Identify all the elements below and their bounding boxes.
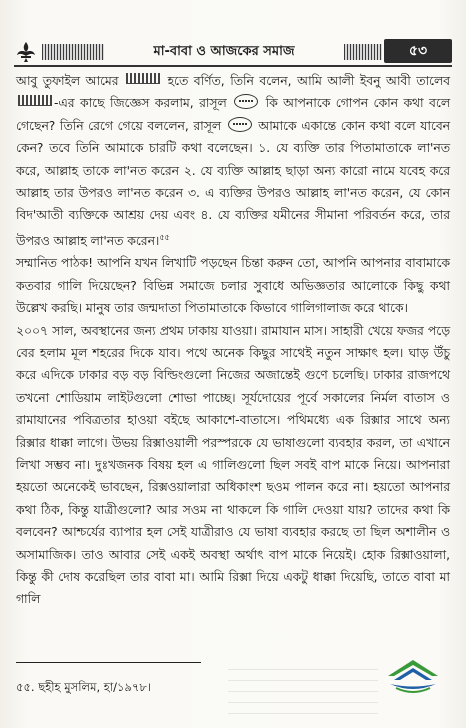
- header-rule: [14, 65, 452, 67]
- footnote-rule: [16, 662, 201, 663]
- page-header: [14, 38, 452, 66]
- sallallahu-alaihi-wasallam-icon: [234, 94, 258, 109]
- page-number: ৫৩: [384, 39, 452, 63]
- header-hatch-right: [344, 44, 382, 60]
- publisher-logo-icon: [384, 654, 442, 694]
- radiallahu-anhu-icon: [18, 95, 52, 106]
- footnote-marker: ৫৫: [159, 232, 170, 242]
- sallallahu-alaihi-wasallam-icon: [228, 117, 252, 132]
- header-hatch-left: [42, 44, 104, 60]
- show-through-text: [228, 664, 378, 714]
- paragraph-hadith: [16, 70, 450, 252]
- footnote: ৫৫. ছহীহ মুসলিম, হা/১৯৭৮।: [16, 680, 151, 694]
- paragraph-story: [16, 320, 450, 611]
- running-title: মা-বাবা ও আজকের সমাজ: [153, 44, 295, 59]
- body-text: [16, 70, 450, 611]
- paragraph-text: ২০০৭ সাল, অবস্থানের জন্য প্রথম ঢাকায় যাওয়া। রামাযান মাস। সাহারী খেয়ে ফজর পড়ে বের হলাম মূল শহরের দিকে যাব। পথে অনেক কিছুর সাথেই নতুন সাক্ষাৎ হল। ঘাড় উঁচু করে এদিকে ঢাকার বড় বড় বিল্ডিংগুলো নিজের অজান্তেই গুণে চলেছি। ঢাকার রাজপথে তখনো শোডিয়াম লাইটগুলো শোভা পাচ্ছে। সূর্যদোয়ের পূর্বে সকালের নির্মল বাতাস ও রামাযানের পবিত্রতার হাওয়া বইছে আকাশে-বাতাসে। পথিমধ্যে এক রিক্সার সাথে অন্য রিক্সার ধাক্কা লাগে। উভয় রিক্সাওয়ালী পরস্পরকে যে ভাষাগুলো ব্যবহার করল, তা এখানে লিখা সম্ভব না। দুঃখজনক বিষয় হল এ গালিগুলো ছিল সবই বাপ মাকে নিয়ে। আপনারা হয়তো অনেকেই ভাবছেন, রিক্সওয়ালারা অধিকাংশ ছওম পালন করে না। হয়তো আপনার কথা ঠিক, কিন্তু যাত্রীগুলো? আর সওম না থাকলে কি গালি দেওয়া যায়? তাদের কথা কি বলবেন? আশ্চর্যের ব্যাপার হল সেই যাত্রীরাও যে ভাষা ব্যবহার করছে তা ছিল অশালীন ও অসামাজিক। তাও আবার সেই একই অবস্থা অর্থাৎ বাপ মাকে নিয়েই। হোক রিক্সাওয়ালা, কিন্তু কী দোষ করেছিল তার বাবা মা। আমি রিক্সা দিয়ে একটু ধাক্কা দিয়েছি, তাতে বাবা মা গালি: [16, 323, 450, 607]
- paragraph-text: সম্মানিত পাঠক! আপনি যখন লিখাটি পড়ছেন চিন্তা করুন তো, আপনি আপনার বাবামাকে কতবার গালি দিয়েছেন? বিভিন্ন সমাজে চলার সুবাধে অভিজ্ঞতার আলোকে কিছু কথা উল্লেখ করছি। মানুষ তার জন্মদাতা পিতামাতাকে কিভাবে গালিগালাজ করে থাকে।: [16, 256, 450, 316]
- paragraph-reader: [16, 252, 450, 319]
- paragraph-text: আবু তুফাইল আমের হতে বর্ণিত, তিনি বলেন, আমি আলী ইবনু আবী তালেব -এর কাছে জিজ্ঞেস করলাম, রাসূল কি আপনাকে গোপন কোন কথা বলে গেছেন? তিনি রেগে গেয়ে বললেন, রাসূল আমাকে একান্তে কোন কথা বলে যাবেন কেন? তবে তিনি আমাকে চারটি কথা বলেছেন। ১. যে ব্যক্তি তার পিতামাতাকে লা'নত করে, আল্লাহ তাকে লা'নত করেন ২. যে ব্যক্তি আল্লাহ ছাড়া অন্য কারো নামে যবেহ করে আল্লাহ তার উপরও লা'নত করেন ৩. এ ব্যক্তির উপরও আল্লাহ লা'নত করেন, যে কোন বিদ'আতী ব্যক্তিকে আশ্রয় দেয় এবং ৪. যে ব্যক্তির যমীনের সীমানা পরিবর্তন করে, তার উপরও আল্লাহ লা'নত করেন।: [16, 74, 451, 248]
- fleur-de-lis-ornament-icon: [14, 40, 38, 64]
- radiallahu-anhu-icon: [126, 73, 160, 84]
